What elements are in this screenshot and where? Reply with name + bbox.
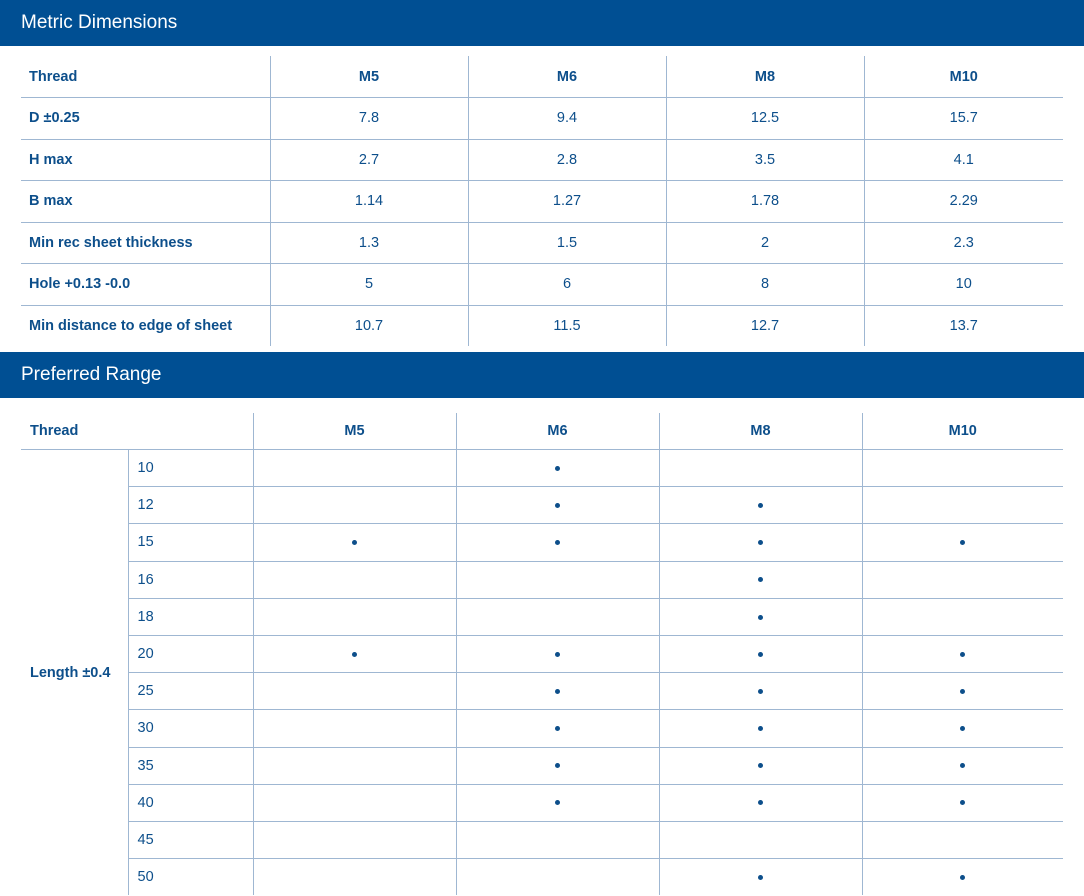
availability-cell: [456, 450, 659, 487]
availability-cell: [862, 673, 1063, 710]
metric-row-label: H max: [21, 139, 270, 181]
availability-dot-icon: [758, 875, 763, 880]
metric-row: [21, 139, 1063, 181]
availability-cell: [456, 487, 659, 524]
availability-dot-icon: [960, 726, 965, 731]
length-value: 25: [128, 673, 253, 710]
preferred-header-m8: M8: [659, 413, 862, 450]
preferred-row: [21, 784, 1063, 821]
availability-dot-icon: [758, 689, 763, 694]
availability-dot-icon: [555, 503, 560, 508]
metric-cell: 8: [666, 264, 864, 306]
availability-dot-icon: [555, 726, 560, 731]
metric-cell: 10.7: [270, 305, 468, 346]
metric-cell: 2.29: [864, 181, 1063, 223]
availability-cell: [659, 821, 862, 858]
metric-cell: 5: [270, 264, 468, 306]
availability-cell: [862, 635, 1063, 672]
availability-cell: [253, 561, 456, 598]
availability-cell: [253, 524, 456, 561]
availability-cell: [253, 673, 456, 710]
availability-dot-icon: [960, 800, 965, 805]
metric-cell: 2: [666, 222, 864, 264]
metric-cell: 2.3: [864, 222, 1063, 264]
length-group-label: Length ±0.4: [30, 664, 111, 681]
preferred-row: [21, 747, 1063, 784]
availability-cell: [659, 710, 862, 747]
availability-cell: [862, 450, 1063, 487]
availability-dot-icon: [555, 466, 560, 471]
preferred-row: [21, 561, 1063, 598]
metric-row-label: B max: [21, 181, 270, 223]
availability-cell: [659, 784, 862, 821]
preferred-row: [21, 673, 1063, 710]
length-value: 10: [128, 450, 253, 487]
metric-cell: 13.7: [864, 305, 1063, 346]
metric-cell: 1.14: [270, 181, 468, 223]
availability-dot-icon: [758, 800, 763, 805]
preferred-header-m5: M5: [253, 413, 456, 450]
availability-cell: [862, 784, 1063, 821]
availability-cell: [253, 784, 456, 821]
availability-dot-icon: [758, 726, 763, 731]
preferred-range-title: Preferred Range: [21, 364, 162, 385]
preferred-row: [21, 710, 1063, 747]
metric-row: [21, 305, 1063, 346]
availability-cell: [456, 635, 659, 672]
metric-cell: 1.78: [666, 181, 864, 223]
availability-dot-icon: [758, 577, 763, 582]
availability-cell: [456, 561, 659, 598]
availability-cell: [456, 710, 659, 747]
metric-cell: 12.7: [666, 305, 864, 346]
availability-cell: [659, 635, 862, 672]
availability-cell: [456, 747, 659, 784]
availability-cell: [253, 487, 456, 524]
availability-dot-icon: [758, 615, 763, 620]
availability-dot-icon: [555, 800, 560, 805]
metric-row: [21, 181, 1063, 223]
length-value: 40: [128, 784, 253, 821]
availability-cell: [659, 524, 862, 561]
metric-header-m8: M8: [666, 56, 864, 98]
length-value: 45: [128, 821, 253, 858]
length-value: 30: [128, 710, 253, 747]
metric-dimensions-table: [21, 56, 1063, 346]
length-value: 20: [128, 635, 253, 672]
metric-row: [21, 264, 1063, 306]
availability-cell: [659, 450, 862, 487]
availability-dot-icon: [352, 652, 357, 657]
metric-header-m10: M10: [864, 56, 1063, 98]
preferred-row: [21, 598, 1063, 635]
metric-dimensions-section: [0, 46, 1084, 346]
availability-cell: [659, 673, 862, 710]
metric-dimensions-title: Metric Dimensions: [21, 12, 178, 33]
preferred-header-row: [21, 413, 1063, 450]
metric-row-label: Min rec sheet thickness: [21, 222, 270, 264]
availability-cell: [862, 710, 1063, 747]
metric-row-label: D ±0.25: [21, 98, 270, 140]
metric-cell: 2.7: [270, 139, 468, 181]
availability-cell: [456, 859, 659, 896]
availability-dot-icon: [960, 875, 965, 880]
availability-cell: [456, 784, 659, 821]
preferred-row: [21, 821, 1063, 858]
preferred-range-table: [21, 413, 1063, 895]
preferred-range-header: [0, 352, 1084, 398]
availability-dot-icon: [758, 540, 763, 545]
availability-dot-icon: [758, 503, 763, 508]
availability-cell: [659, 859, 862, 896]
availability-dot-icon: [555, 763, 560, 768]
preferred-header-m10: M10: [862, 413, 1063, 450]
metric-row: [21, 222, 1063, 264]
metric-row-label: Hole +0.13 -0.0: [21, 264, 270, 306]
metric-header-row: [21, 56, 1063, 98]
metric-cell: 3.5: [666, 139, 864, 181]
availability-dot-icon: [960, 652, 965, 657]
metric-cell: 9.4: [468, 98, 666, 140]
availability-cell: [253, 859, 456, 896]
availability-cell: [253, 710, 456, 747]
availability-dot-icon: [960, 689, 965, 694]
preferred-header-m6: M6: [456, 413, 659, 450]
preferred-row: [21, 859, 1063, 896]
metric-dimensions-header: [0, 0, 1084, 46]
metric-cell: 1.3: [270, 222, 468, 264]
availability-cell: [862, 598, 1063, 635]
metric-row-label: Min distance to edge of sheet: [29, 317, 233, 334]
preferred-row: [21, 524, 1063, 561]
length-value: 35: [128, 747, 253, 784]
availability-cell: [253, 450, 456, 487]
metric-cell: 4.1: [864, 139, 1063, 181]
availability-cell: [253, 635, 456, 672]
availability-dot-icon: [758, 763, 763, 768]
preferred-row: [21, 450, 1063, 487]
availability-cell: [659, 747, 862, 784]
preferred-row: [21, 487, 1063, 524]
metric-cell: 15.7: [864, 98, 1063, 140]
preferred-row: [21, 635, 1063, 672]
availability-cell: [253, 821, 456, 858]
length-value: 50: [128, 859, 253, 896]
length-value: 15: [128, 524, 253, 561]
availability-dot-icon: [555, 689, 560, 694]
availability-cell: [862, 747, 1063, 784]
availability-cell: [253, 598, 456, 635]
availability-cell: [659, 598, 862, 635]
metric-cell: 1.27: [468, 181, 666, 223]
metric-header-m5: M5: [270, 56, 468, 98]
metric-cell: 2.8: [468, 139, 666, 181]
availability-dot-icon: [352, 540, 357, 545]
availability-dot-icon: [758, 652, 763, 657]
metric-cell: 1.5: [468, 222, 666, 264]
availability-cell: [862, 821, 1063, 858]
metric-header-m6: M6: [468, 56, 666, 98]
preferred-range-section: [0, 398, 1084, 895]
metric-cell: 10: [864, 264, 1063, 306]
length-value: 12: [128, 487, 253, 524]
metric-cell: 7.8: [270, 98, 468, 140]
availability-cell: [456, 821, 659, 858]
availability-dot-icon: [555, 540, 560, 545]
availability-cell: [862, 487, 1063, 524]
metric-cell: 6: [468, 264, 666, 306]
metric-row: [21, 98, 1063, 140]
length-value: 18: [128, 598, 253, 635]
metric-cell: 11.5: [468, 305, 666, 346]
availability-cell: [659, 561, 862, 598]
availability-dot-icon: [960, 540, 965, 545]
availability-cell: [862, 859, 1063, 896]
availability-dot-icon: [555, 652, 560, 657]
length-value: 16: [128, 561, 253, 598]
availability-cell: [659, 487, 862, 524]
metric-header-thread: Thread: [21, 56, 270, 98]
availability-cell: [456, 598, 659, 635]
availability-cell: [456, 673, 659, 710]
metric-cell: 12.5: [666, 98, 864, 140]
availability-cell: [862, 561, 1063, 598]
availability-cell: [253, 747, 456, 784]
availability-cell: [862, 524, 1063, 561]
availability-dot-icon: [960, 763, 965, 768]
availability-cell: [456, 524, 659, 561]
preferred-header-thread: Thread: [21, 413, 253, 450]
